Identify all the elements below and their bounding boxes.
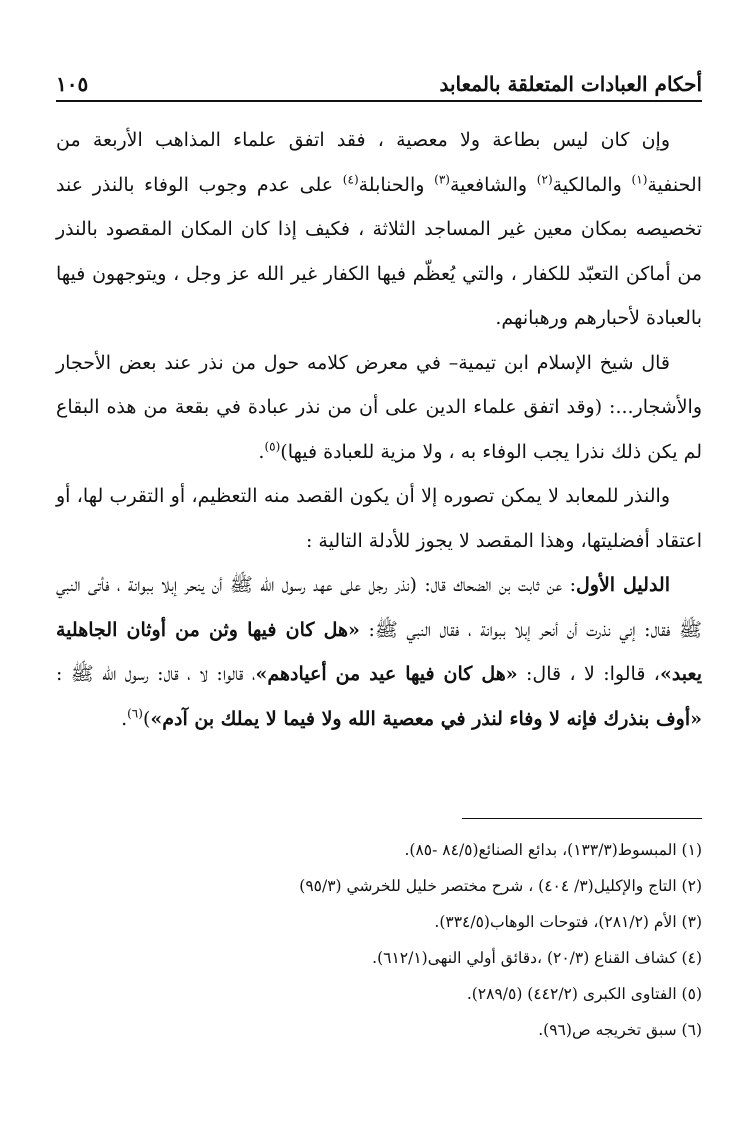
hadith-quote: «أوف بنذرك فإنه لا وفاء لنذر في معصية الله ولا فيما لا يملك بن آدم» — [150, 707, 702, 730]
text-run: ، قالوا: لا ، قال: — [517, 663, 660, 685]
evidence-heading: الدليل الأول — [575, 574, 670, 596]
running-title: أحكام العبادات المتعلقة بالمعابد — [439, 72, 702, 96]
page-header — [56, 52, 702, 102]
paragraph-2 — [56, 341, 702, 475]
main-text — [56, 118, 702, 741]
footnote-divider — [462, 818, 702, 819]
text-run: ) — [142, 707, 151, 730]
footnote-2: (٢) التاج والإكليل(٣/ ٤٠٤) ، شرح مختصر خليل للخرشي (٩٥/٣) — [299, 877, 702, 895]
page-number: ١٠٥ — [56, 72, 89, 96]
hadith-quote: «هل كان فيها عيد من أعيادهم» — [255, 663, 518, 685]
footnote-1: (١) المبسوط(١٣٣/٣)، بدائع الصنائع(٨٤/٥ -٨٥). — [404, 841, 702, 859]
hadith-quote: «هل كان فيها وثن من أوثان الجاهلية يعبد» — [56, 618, 702, 685]
paragraph-1 — [56, 118, 702, 341]
footnote-5: (٥) الفتاوى الكبرى (٤٤٢/٢) (٢٨٩/٥). — [466, 985, 702, 1003]
footnote-ref: (٤) — [342, 172, 359, 187]
footnote-ref: (٣) — [434, 172, 450, 187]
text-run: والشافعية — [449, 173, 537, 196]
text-run: على عدم وجوب الوفاء بالنذر عند تخصيصه بمكان معين غير المساجد الثلاثة ، فكيف إذا كان المكان المقصود بالنذر من أماكن التعبّد للكفار ، والتي يُعظّم فيها الكفار غير الله عز وجل ، ويتوجهون فيها بالعبادة لأحبارهم ورهبانهم. — [56, 173, 702, 329]
paragraph-4 — [56, 563, 702, 741]
footnote-ref: (٦) — [127, 706, 143, 721]
text-run: والمالكية — [552, 173, 632, 196]
text-run: . — [258, 440, 265, 463]
footnote-6: (٦) سبق تخريجه ص(٩٦). — [538, 1021, 702, 1039]
text-run: وإن كان ليس بطاعة ولا معصية ، فقد اتفق علماء المذاهب الأربعة من الحنفية — [56, 129, 702, 196]
footnote-3: (٣) الأم (٢٨١/٢)، فتوحات الوهاب(٣٣٤/٥). — [434, 913, 702, 931]
footnote-4: (٤) كشاف القناع (٢٠/٣) ،دقائق أولي النهى(٦١٢/١). — [372, 949, 702, 967]
footnote-ref: (٥) — [264, 439, 281, 454]
text-run: والحنابلة — [358, 173, 435, 196]
footnote-ref: (١) — [631, 172, 648, 187]
paragraph-3: والنذر للمعابد لا يمكن تصوره إلا أن يكون القصد منه التعظيم، أو التقرب لها، أو اعتقاد أفضليتها، وهذا المقصد لا يجوز للأدلة التالية : — [56, 485, 702, 552]
footnote-ref: (٢) — [536, 172, 553, 187]
text-run: قال شيخ الإسلام ابن تيمية– في معرض كلامه حول من نذر عند بعض الأحجار والأشجار...: (وقد اتفق علماء الدين على أن من نذر عبادة في بقعة من هذه البقاع لم يكن ذلك نذرا يجب الوفاء به ، ولا مزية للعبادة فيها) — [56, 351, 702, 463]
text-run: ، قالوا: لا ، قال: رسول الله ﷺ : — [56, 663, 256, 685]
text-run: : عن ثابت بن الضحاك قال: (نذر رجل على عهد رسول الله ﷺ أن ينحر إبلا ببوانة ، فأتى النبي ﷺ فقال: إني نذرت أن أنحر إبلا ببوانة ، فقال النبي ﷺ: — [56, 574, 703, 641]
footnotes — [56, 832, 702, 1048]
text-run: . — [121, 707, 128, 730]
